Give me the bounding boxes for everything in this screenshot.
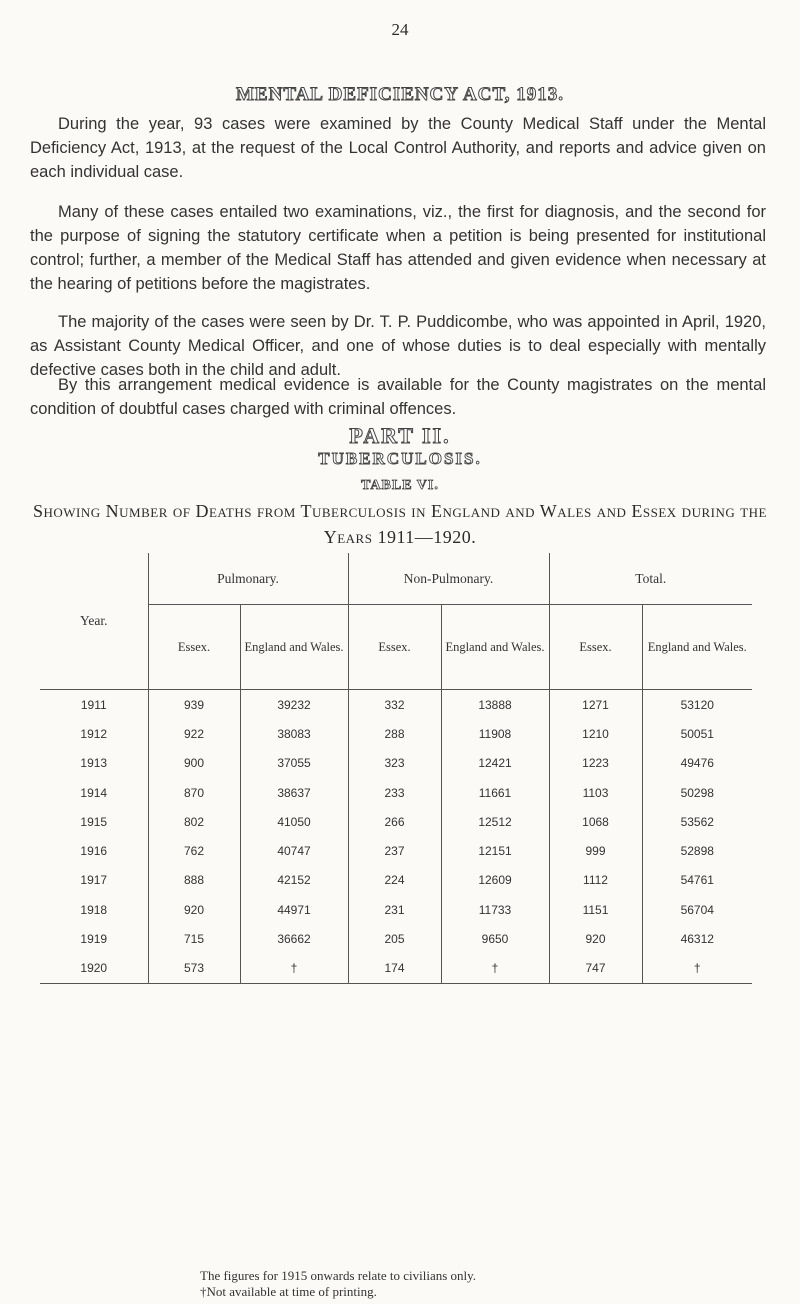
paragraph: Many of these cases entailed two examinations, viz., the first for diagnosis, and the second for the purpose of signing the statutory certificate when a petition is being presented for institutional control; further, a member of the Medical Staff has attended and given evidence when necessary at the hearing of petitions before the magistrates. [30,203,766,293]
table-cell: 12151 [441,836,549,865]
year-cell: 1914 [80,785,108,800]
table-cell: 920 [549,924,642,953]
page-number: 24 [391,20,409,39]
table-cell: 1271 [549,690,642,720]
table-row [40,895,752,924]
year-column-header: Year. [40,553,148,690]
table-cell: 38637 [240,778,348,807]
table-cell: 205 [348,924,441,953]
year-cell: 1916 [80,844,108,859]
year-cell: 1918 [80,902,108,917]
table-cell: 49476 [642,749,752,778]
table-row [40,749,752,778]
table-cell: 747 [549,954,642,984]
column-header: Essex. [549,605,642,690]
table-cell: 46312 [642,924,752,953]
paragraph: The majority of the cases were seen by Dr. T. P. Puddicombe, who was appointed in April, 1920, as Assistant County Medical Officer, and one of whose duties is to deal especially with mentally defective cases both in the child and adult. [30,313,766,379]
table-cell: 12609 [441,866,549,895]
table-cell: 53562 [642,807,752,836]
year-cell: 1917 [80,873,108,888]
table-cell: 54761 [642,866,752,895]
table-cell: 888 [148,866,240,895]
column-header: England and Wales. [642,605,752,690]
table-heading: TABLE VI. [361,478,439,493]
table-cell: 56704 [642,895,752,924]
tuberculosis-deaths-table [40,553,752,984]
table-cell: 11908 [441,719,549,748]
total-group-header: Total. [549,553,752,605]
table-cell: 39232 [240,690,348,720]
table-cell: 237 [348,836,441,865]
table-row [40,924,752,953]
table-cell: 870 [148,778,240,807]
table-cell: 762 [148,836,240,865]
footnotes [200,1268,760,1300]
table-cell: 1223 [549,749,642,778]
year-cell: 1913 [80,756,108,771]
table-row [40,690,752,720]
tuberculosis-heading: TUBERCULOSIS. [318,449,482,468]
table-row [40,778,752,807]
table-cell: 44971 [240,895,348,924]
table-cell: 40747 [240,836,348,865]
table-cell: 922 [148,719,240,748]
table-cell: 12512 [441,807,549,836]
year-cell: 1915 [80,814,108,829]
table-row [40,866,752,895]
table-cell: 52898 [642,836,752,865]
table-cell: 900 [148,749,240,778]
year-cell: 1920 [40,954,148,984]
table-cell: 920 [148,895,240,924]
table-cell: 999 [549,836,642,865]
table-cell: 53120 [642,690,752,720]
table-cell: 50298 [642,778,752,807]
table-cell: 50051 [642,719,752,748]
table-cell: † [441,954,549,984]
paragraph: During the year, 93 cases were examined by the County Medical Staff under the Mental Deficiency Act, 1913, at the request of the Local Control Authority, and reports and advice given on each individual case. [30,115,766,181]
table-cell: † [642,954,752,984]
table-cell: 1151 [549,895,642,924]
footnote: †Not available at time of printing. [200,1284,377,1299]
table-cell: 38083 [240,719,348,748]
section-heading-mental-deficiency: MENTAL DEFICIENCY ACT, 1913. [236,84,564,105]
table-cell: 1112 [549,866,642,895]
table-cell: 233 [348,778,441,807]
table-cell: 802 [148,807,240,836]
pulmonary-group-header: Pulmonary. [148,553,348,605]
table-cell: † [240,954,348,984]
table-cell: 9650 [441,924,549,953]
table-cell: 42152 [240,866,348,895]
table-cell: 11661 [441,778,549,807]
table-cell: 1210 [549,719,642,748]
table-cell: 332 [348,690,441,720]
table-cell: 573 [148,954,240,984]
table-cell: 266 [348,807,441,836]
non-pulmonary-group-header: Non-Pulmonary. [348,553,549,605]
table-row [40,807,752,836]
table-cell: 11733 [441,895,549,924]
paragraph: By this arrangement medical evidence is available for the County magistrates on the mental condition of doubtful cases charged with criminal offences. [30,376,766,418]
table-cell: 715 [148,924,240,953]
table-row [40,836,752,865]
table-cell: 323 [348,749,441,778]
table-cell: 1103 [549,778,642,807]
table-cell: 37055 [240,749,348,778]
table-caption: Showing Number of Deaths from Tuberculosis in England and Wales and Essex during the Years 1911—1920. [32,501,768,547]
table-cell: 231 [348,895,441,924]
table-cell: 41050 [240,807,348,836]
column-header: England and Wales. [240,605,348,690]
footnote: The figures for 1915 onwards relate to civilians only. [200,1268,477,1283]
table-cell: 288 [348,719,441,748]
table-cell: 36662 [240,924,348,953]
year-cell: 1919 [80,932,108,947]
table-cell: 174 [348,954,441,984]
table-cell: 13888 [441,690,549,720]
column-header: Essex. [148,605,240,690]
table-cell: 12421 [441,749,549,778]
table-cell: 939 [148,690,240,720]
table-row [40,954,752,984]
column-header: England and Wales. [441,605,549,690]
table-cell: 224 [348,866,441,895]
table-cell: 1068 [549,807,642,836]
column-header: Essex. [348,605,441,690]
year-cell: 1911 [80,697,107,712]
part-heading: PART II. [349,423,451,448]
year-cell: 1912 [80,726,108,741]
table-row [40,719,752,748]
